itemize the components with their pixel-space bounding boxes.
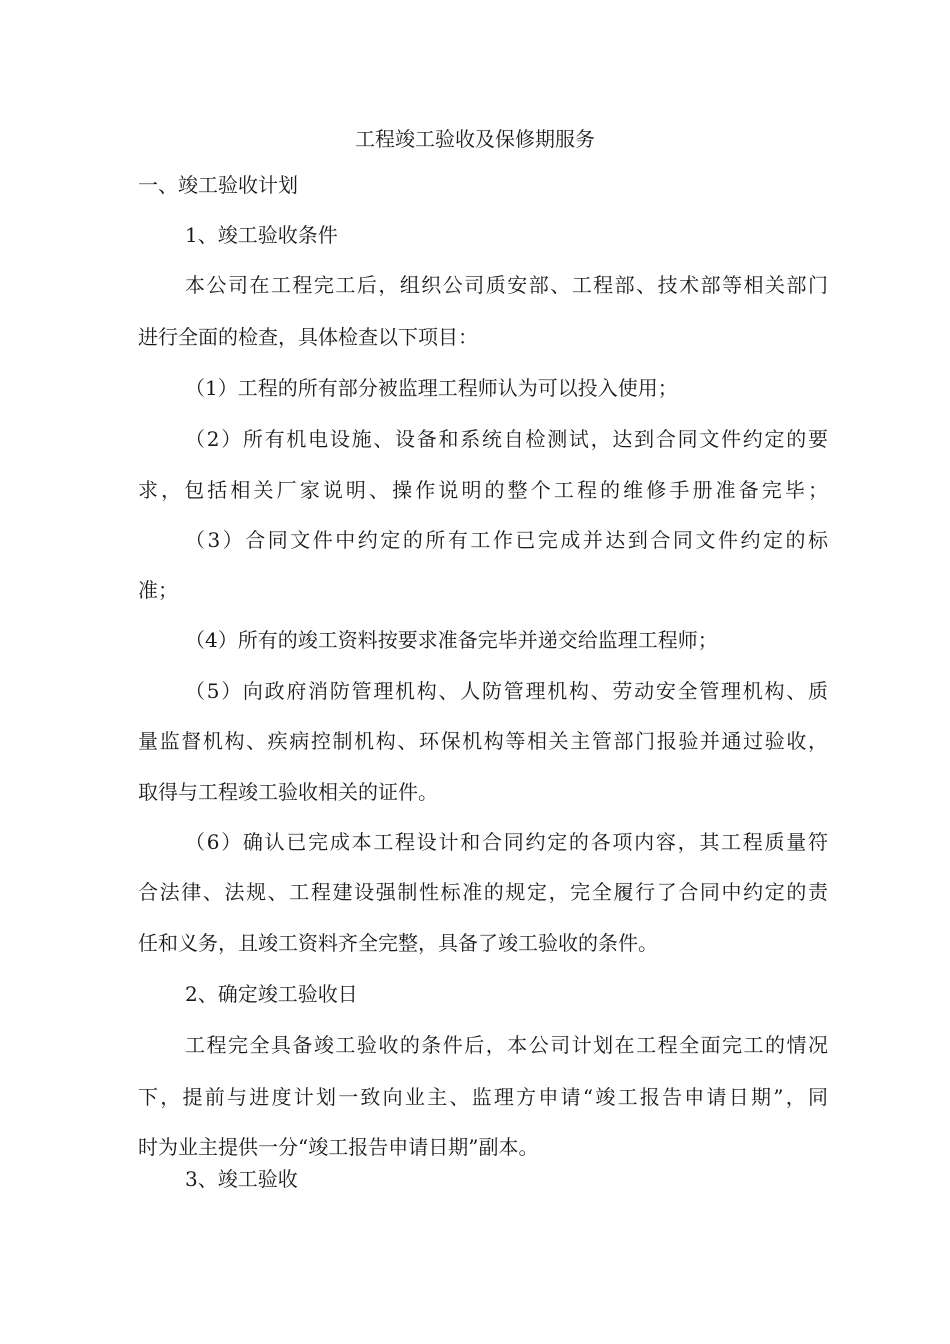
subsection-heading-3: 3、竣工验收 <box>185 1167 298 1191</box>
paragraph-1-line-1: 本公司在工程完工后，组织公司质安部、工程部、技术部等相关部门 <box>185 273 828 297</box>
list-item-6-line-1: （6）确认已完成本工程设计和合同约定的各项内容，其工程质量符 <box>185 830 828 854</box>
list-item-4: （4）所有的竣工资料按要求准备完毕并递交给监理工程师； <box>185 628 718 652</box>
list-item-3-line-2: 准； <box>138 578 178 602</box>
paragraph-1-line-2: 进行全面的检查，具体检查以下项目： <box>138 325 478 349</box>
paragraph-2-line-1: 工程完全具备竣工验收的条件后，本公司计划在工程全面完工的情况 <box>185 1033 828 1057</box>
list-item-2-line-2: 求，包括相关厂家说明、操作说明的整个工程的维修手册准备完毕； <box>138 478 828 502</box>
list-item-5-line-3: 取得与工程竣工验收相关的证件。 <box>138 780 438 804</box>
list-item-1: （1）工程的所有部分被监理工程师认为可以投入使用； <box>185 376 678 400</box>
subsection-heading-1: 1、竣工验收条件 <box>185 223 338 247</box>
list-item-6-line-2: 合法律、法规、工程建设强制性标准的规定，完全履行了合同中约定的责 <box>138 880 828 904</box>
document-title: 工程竣工验收及保修期服务 <box>355 127 595 151</box>
list-item-5-line-2: 量监督机构、疾病控制机构、环保机构等相关主管部门报验并通过验收， <box>138 729 828 753</box>
paragraph-2-line-2: 下，提前与进度计划一致向业主、监理方申请“竣工报告申请日期”，同 <box>138 1085 828 1109</box>
paragraph-2-line-3: 时为业主提供一分“竣工报告申请日期”副本。 <box>138 1135 539 1159</box>
subsection-heading-2: 2、确定竣工验收日 <box>185 982 358 1006</box>
list-item-6-line-3: 任和义务，且竣工资料齐全完整，具备了竣工验收的条件。 <box>138 931 658 955</box>
section-heading-1: 一、竣工验收计划 <box>138 173 298 197</box>
list-item-5-line-1: （5）向政府消防管理机构、人防管理机构、劳动安全管理机构、质 <box>185 679 828 703</box>
list-item-2-line-1: （2）所有机电设施、设备和系统自检测试，达到合同文件约定的要 <box>185 427 828 451</box>
list-item-3-line-1: （3）合同文件中约定的所有工作已完成并达到合同文件约定的标 <box>185 528 828 552</box>
